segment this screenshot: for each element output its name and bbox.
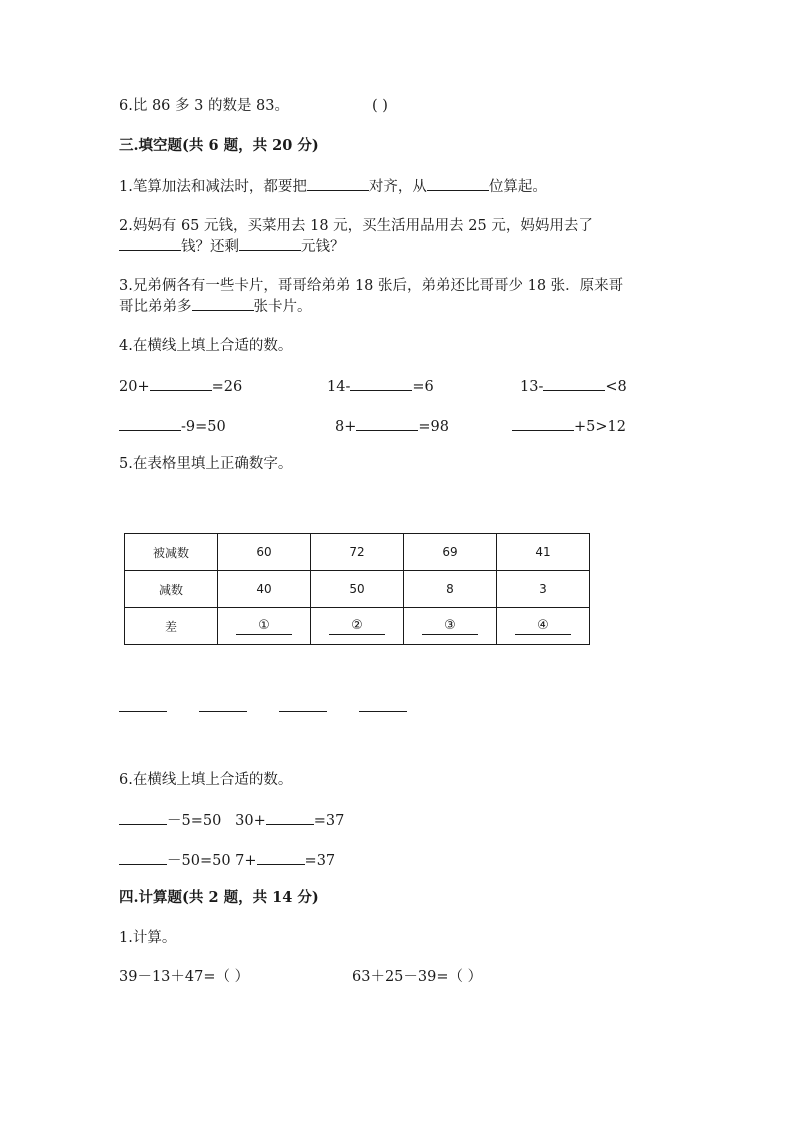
- q3-text-a: 哥比弟弟多: [119, 299, 192, 315]
- q4-item: [119, 416, 226, 437]
- table-cell: 8: [404, 571, 497, 608]
- table-cell-answer[interactable]: [218, 608, 311, 645]
- q4-blank[interactable]: [543, 376, 605, 391]
- q6-text: －50=50: [167, 853, 231, 869]
- fill-question-4-title: 4.在横线上填上合适的数。: [119, 338, 293, 354]
- circled-number: ①: [236, 618, 292, 635]
- q2-blank-1[interactable]: [119, 236, 181, 251]
- table-cell: 被减数: [125, 534, 218, 571]
- q2-text-b: 钱？还剩: [181, 239, 239, 255]
- section-3-heading: 三.填空题(共 6 题，共 20 分): [119, 137, 319, 154]
- q2-blank-2[interactable]: [239, 236, 301, 251]
- q6-blank[interactable]: [257, 850, 305, 865]
- section-4-heading: 四.计算题(共 2 题，共 14 分): [119, 889, 319, 906]
- table-cell: 60: [218, 534, 311, 571]
- q6-blank[interactable]: [119, 810, 167, 825]
- q3-text-b: 张卡片。: [253, 299, 312, 315]
- answer-line[interactable]: [199, 711, 247, 712]
- q4-blank[interactable]: [150, 376, 212, 391]
- q4-prefix: 8+: [335, 419, 357, 435]
- table-cell: 3: [497, 571, 590, 608]
- q6-blank[interactable]: [266, 810, 314, 825]
- q4-suffix: -9=50: [181, 419, 226, 435]
- q6-row-1: [119, 810, 344, 831]
- q1-text-b: 对齐，从: [368, 179, 427, 195]
- q6-blank[interactable]: [119, 850, 167, 865]
- calc-expression-1[interactable]: 39－13＋47=（ ）: [119, 969, 250, 985]
- table-cell: 40: [218, 571, 311, 608]
- q6-row-2: [119, 850, 335, 871]
- q4-item: [327, 376, 434, 397]
- fill-question-3-line-1: 3.兄弟俩各有一些卡片，哥哥给弟弟 18 张后，弟弟还比哥哥少 18 张．原来哥: [119, 278, 624, 294]
- table-cell-answer[interactable]: [404, 608, 497, 645]
- q1-text-a: 1.笔算加法和减法时，都要把: [119, 179, 307, 195]
- fill-question-5-title: 5.在表格里填上正确数字。: [119, 456, 293, 472]
- q4-prefix: 20+: [119, 379, 150, 395]
- calc-expression-2[interactable]: 63＋25－39=（ ）: [352, 969, 483, 985]
- q4-prefix: 13-: [520, 379, 544, 395]
- q2-text-c: 元钱？: [301, 239, 345, 255]
- fill-question-1: [119, 176, 547, 197]
- fill-question-6-title: 6.在横线上填上合适的数。: [119, 772, 293, 788]
- subtraction-table: [124, 533, 590, 645]
- q4-blank[interactable]: [119, 416, 181, 431]
- circled-number: ③: [422, 618, 478, 635]
- q1-text-c: 位算起。: [488, 179, 547, 195]
- q6-text: 7+: [235, 853, 257, 869]
- table-row-subtrahend: [125, 571, 590, 608]
- q4-suffix: +5>12: [574, 419, 626, 435]
- answer-line[interactable]: [279, 711, 327, 712]
- table-cell-answer[interactable]: [497, 608, 590, 645]
- answer-line[interactable]: [119, 711, 167, 712]
- q4-prefix: 14-: [327, 379, 351, 395]
- q4-blank[interactable]: [350, 376, 412, 391]
- q4-item: [335, 416, 449, 437]
- table-cell: 41: [497, 534, 590, 571]
- judge-question-text: 6.比 86 多 3 的数是 83。: [119, 98, 290, 114]
- q4-item: [119, 376, 242, 397]
- q4-suffix: =26: [211, 379, 243, 395]
- circled-number: ②: [329, 618, 385, 635]
- table-cell: 69: [404, 534, 497, 571]
- circled-number: ④: [515, 618, 571, 635]
- answer-line[interactable]: [359, 711, 407, 712]
- table-cell: 50: [311, 571, 404, 608]
- q4-blank[interactable]: [356, 416, 418, 431]
- table-cell-answer[interactable]: [311, 608, 404, 645]
- q4-suffix: =98: [418, 419, 449, 435]
- judge-question-6: [119, 96, 289, 116]
- q6-text: 30+: [235, 813, 266, 829]
- calc-question-1-title: 1.计算。: [119, 930, 177, 946]
- q3-blank[interactable]: [192, 296, 254, 311]
- table-row-difference: [125, 608, 590, 645]
- table-cell: 差: [125, 608, 218, 645]
- table-cell: 减数: [125, 571, 218, 608]
- q4-item: [512, 416, 626, 437]
- q4-suffix: <8: [605, 379, 627, 395]
- q6-text: －5=50: [167, 813, 222, 829]
- fill-question-2-line-2: [119, 236, 345, 257]
- answer-parentheses[interactable]: ( ): [372, 98, 388, 114]
- table-row-minuend: [125, 534, 590, 571]
- table-cell: 72: [311, 534, 404, 571]
- q6-text: =37: [304, 853, 336, 869]
- q4-item: [520, 376, 627, 397]
- q4-suffix: =6: [412, 379, 434, 395]
- q1-blank-1[interactable]: [307, 176, 369, 191]
- q6-text: =37: [313, 813, 345, 829]
- q1-blank-2[interactable]: [427, 176, 489, 191]
- fill-question-3-line-2: [119, 296, 312, 317]
- q4-blank[interactable]: [512, 416, 574, 431]
- fill-question-2-line-1: 2.妈妈有 65 元钱，买菜用去 18 元，买生活用品用去 25 元，妈妈用去了: [119, 218, 593, 234]
